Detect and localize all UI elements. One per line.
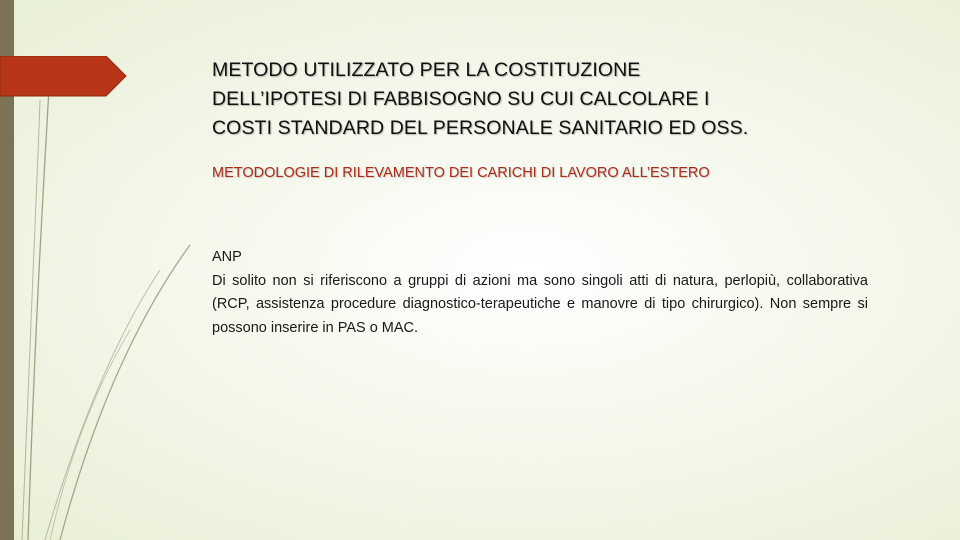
title-line: DELL’IPOTESI DI FABBISOGNO SU CUI CALCOLARE I [212,88,710,110]
slide-title [212,56,872,143]
body-heading: ANP [212,249,242,265]
title-line: COSTI STANDARD DEL PERSONALE SANITARIO ED OSS. [212,117,749,139]
title-accent-arrow-icon [0,56,130,98]
body-content [212,246,868,340]
decor-curve-3 [60,245,190,540]
decor-curve-4 [45,270,160,540]
slide-subtitle: METODOLOGIE DI RILEVAMENTO DEI CARICHI DI LAVORO ALL’ESTERO [212,165,710,181]
body-paragraph: Di solito non si riferiscono a gruppi di azioni ma sono singoli atti di natura, perlopiù, collaborativa (RCP, assistenza procedure diagnostico-terapeutiche e manovre di tipo chirurgico). Non sempre si possono inserire in PAS o MAC. [212,272,868,336]
title-line: METODO UTILIZZATO PER LA COSTITUZIONE [212,59,641,81]
decor-curve-5 [50,330,130,540]
